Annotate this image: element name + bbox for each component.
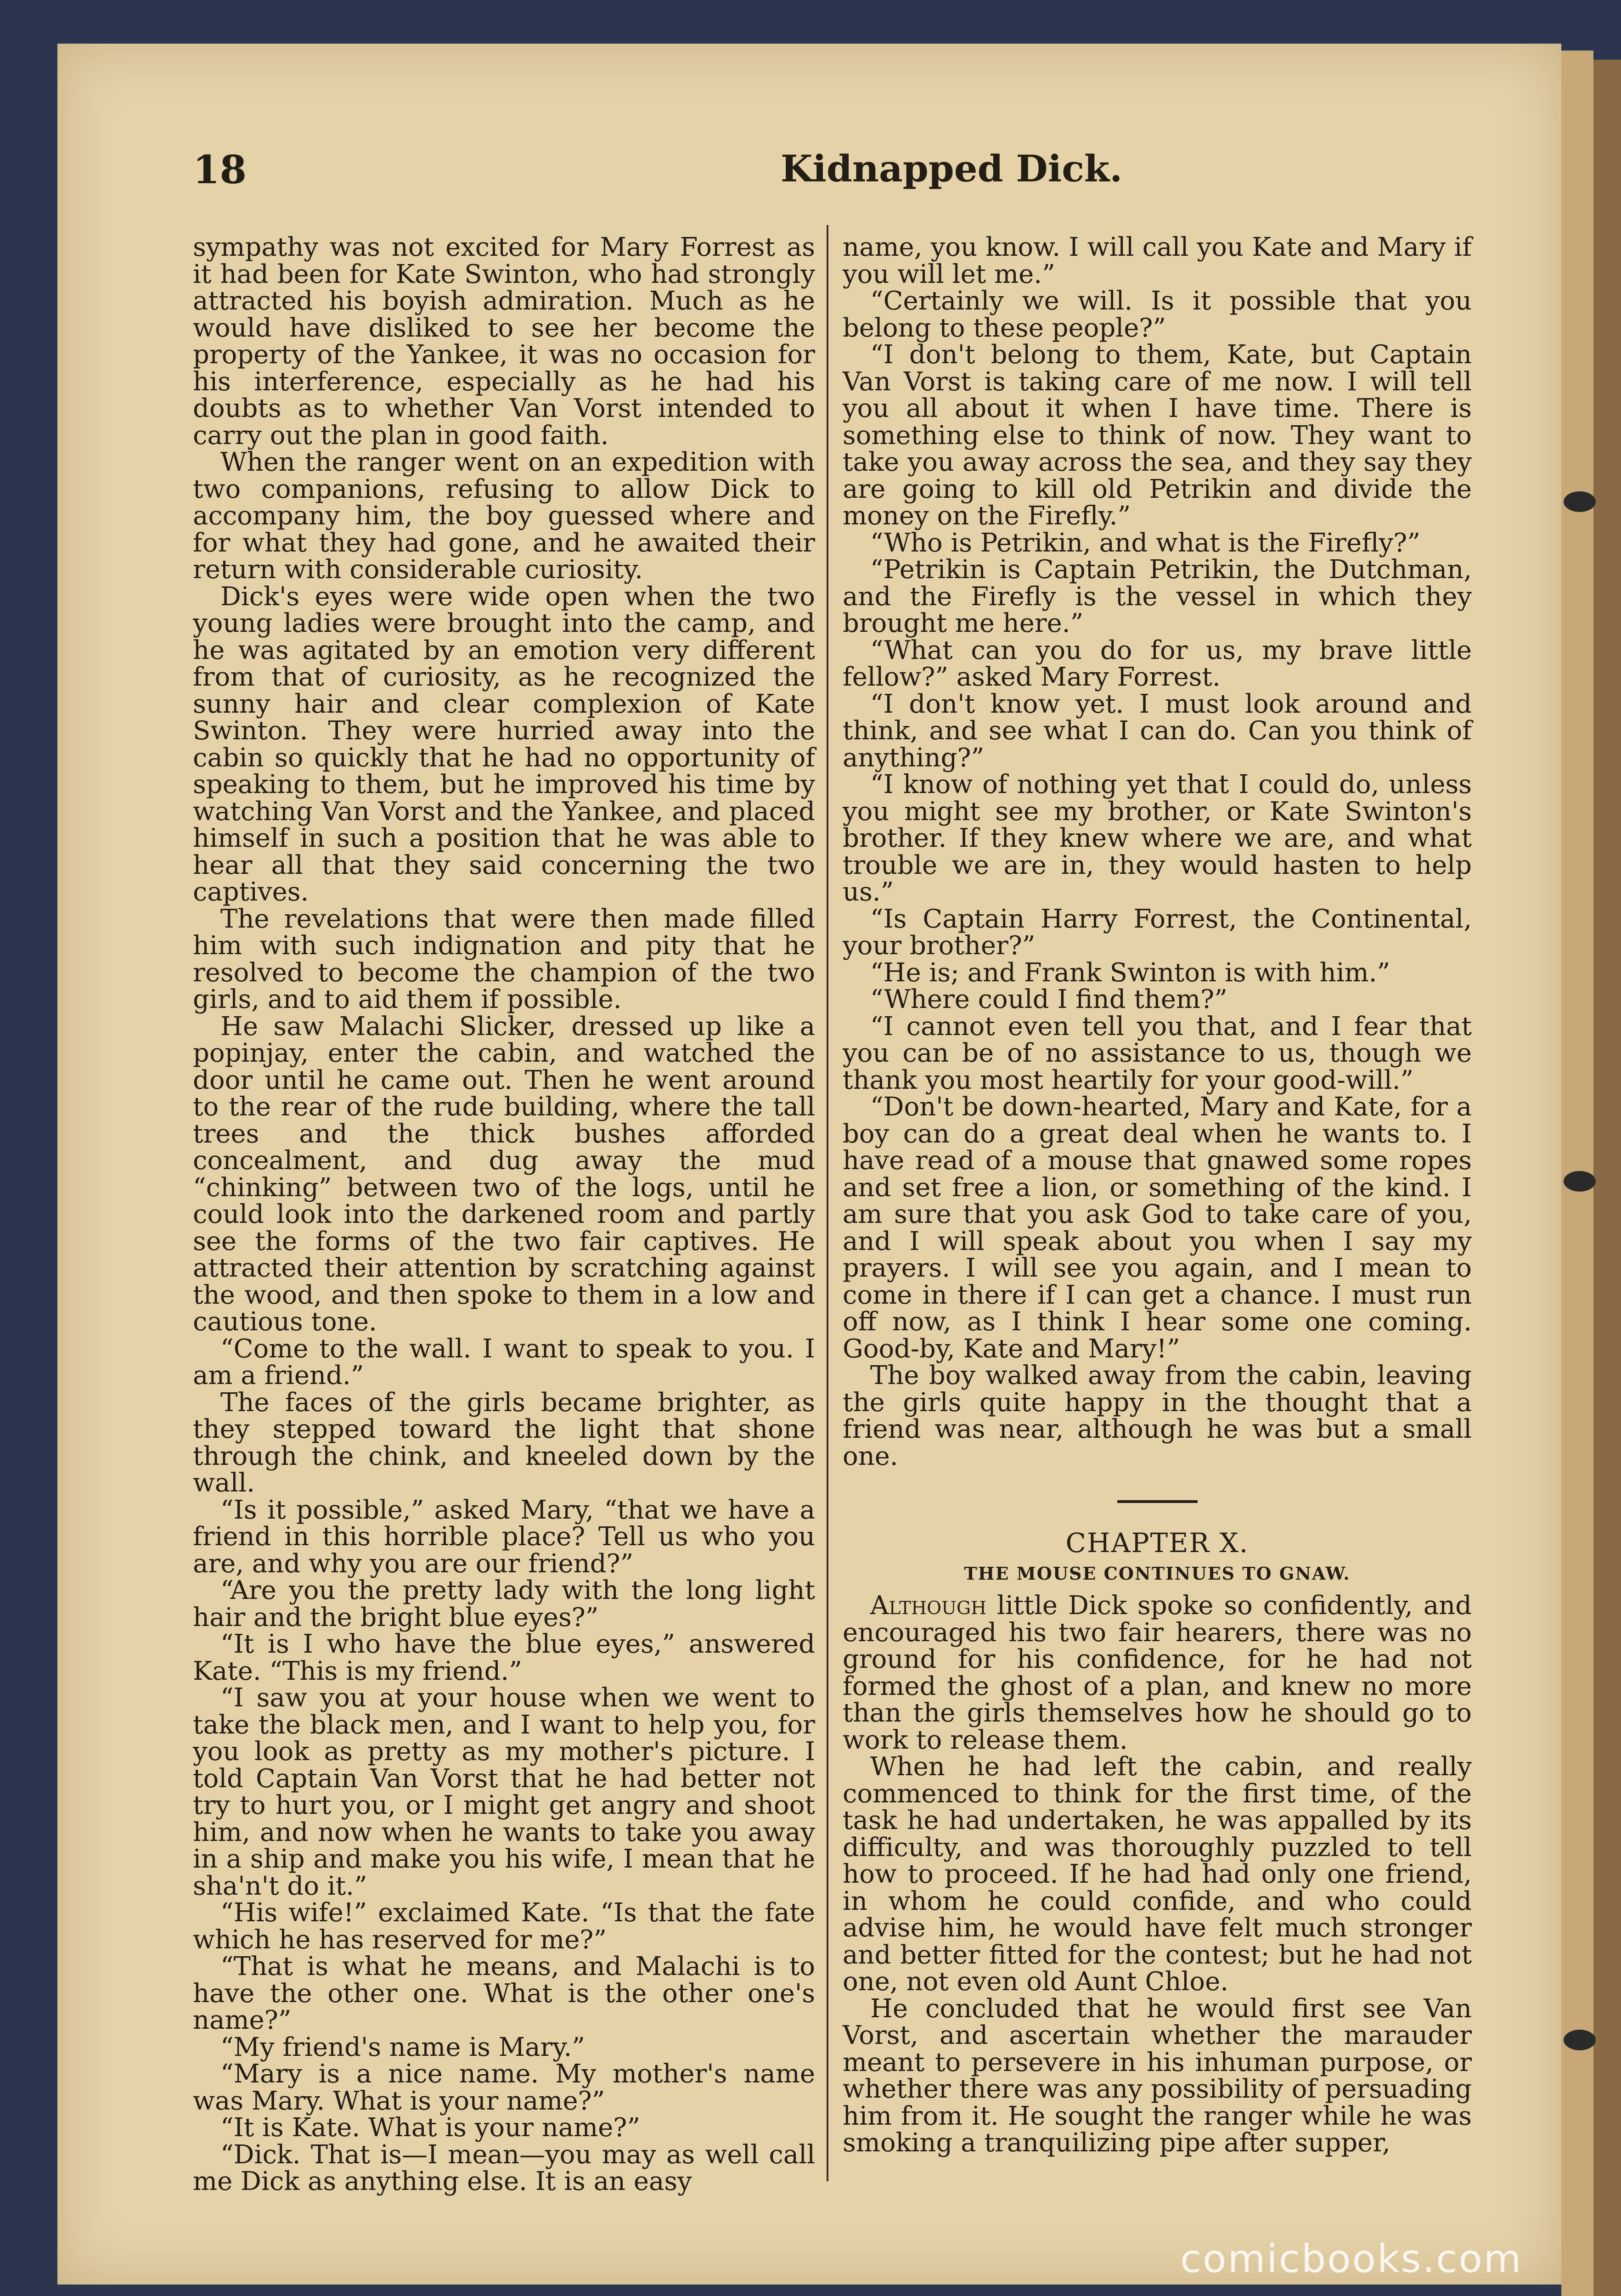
chapter-lead-text: little Dick spoke so confidently, and encouraged his two fair hearers, there was no ground for his confidence, for he had not formed the ghost of a plan, and knew no more than the girls themselves how he should go to work to release them. bbox=[843, 1591, 1472, 1755]
right-column-upper bbox=[843, 234, 1472, 1470]
watermark: comicbooks.com bbox=[1180, 2236, 1523, 2281]
paragraph: He saw Malachi Slicker, dressed up like a popinjay, enter the cabin, and watched the door until he came out. Then he went around to the rear of the rude building, where the tall trees and the thick bushes afforded concealment, and dug away the mud “chinking” between two of the logs, until he could look into the darkened room and partly see the forms of the two fair captives. He attracted their attention by scratching against the wood, and then spoke to them in a low and cautious tone. bbox=[193, 1011, 815, 1337]
chapter-subtitle: THE MOUSE CONTINUES TO GNAW. bbox=[964, 1563, 1351, 1584]
running-title: Kidnapped Dick. bbox=[781, 147, 1123, 190]
paragraph: “It is Kate. What is your name?” bbox=[220, 2113, 641, 2143]
paragraph: name, you know. I will call you Kate and Mary if you will let me.” bbox=[843, 232, 1472, 289]
paragraph: “Come to the wall. I want to speak to you. I am a friend.” bbox=[193, 1334, 815, 1390]
paragraph: sympathy was not excited for Mary Forrest as it had been for Kate Swinton, who had strongly attracted his boyish admiration. Much as he would have disliked to see her become the property of the Yankee, it was no occasion for his interference, especially as he had his doubts as to whether Van Vorst intended to carry out the plan in good faith. bbox=[193, 232, 815, 450]
paragraph: “Who is Petrikin, and what is the Firefly?” bbox=[870, 528, 1420, 558]
right-column-lower bbox=[843, 1754, 1472, 2157]
right-column bbox=[843, 234, 1472, 2157]
paragraph: “Don't be down-hearted, Mary and Kate, for a boy can do a great deal when he wants to. I have read of a mouse that gnawed some ropes and set free a lion, or something of the kind. I am sure that you ask God to take care of you, and I will speak about you when I say my prayers. I will see you again, and I mean to come in there if I can get a chance. I must run off now, as I think I hear some one coming. Good-by, Kate and Mary!” bbox=[843, 1092, 1472, 1364]
paragraph: “I don't belong to them, Kate, but Captain Van Vorst is taking care of me now. I will tell you all about it when I have time. There is something else to think of now. They want to take you away across the sea, and they say they are going to kill old Petrikin and divide the money on the Firefly.” bbox=[843, 340, 1472, 531]
paragraph: “It is I who have the blue eyes,” answered Kate. “This is my friend.” bbox=[193, 1629, 815, 1686]
column-divider bbox=[827, 225, 828, 2181]
chapter-lead-word: Although bbox=[870, 1591, 987, 1621]
paragraph: When he had left the cabin, and really commenced to think for the first time, of the task he had undertaken, he was appalled by its difficulty, and was thoroughly puzzled to tell how to proceed. If he had had only one friend, in whom he could confide, and who could advise him, he would have felt much stronger and better fitted for the contest; but he had not one, not even old Aunt Chloe. bbox=[843, 1752, 1472, 1997]
paragraph: “I saw you at your house when we went to take the black men, and I want to help you, for you look as pretty as my mother's picture. I told Captain Van Vorst that he had better not try to hurt you, or I might get angry and shoot him, and now when he wants to take you away in a ship and make you his wife, I mean that he sha'n't do it.” bbox=[193, 1683, 815, 1901]
chapter-opening-paragraph bbox=[843, 1593, 1472, 1754]
chapter-title: CHAPTER X. bbox=[1065, 1527, 1249, 1559]
paragraph: “Dick. That is—I mean—you may as well call me Dick as anything else. It is an easy bbox=[193, 2139, 815, 2196]
paragraph: When the ranger went on an expedition with two companions, refusing to allow Dick to accompany him, the boy guessed where and for what they had gone, and he awaited their return with considerable curiosity. bbox=[193, 447, 815, 585]
paragraph: “That is what he means, and Malachi is to have the other one. What is the other one's name?” bbox=[193, 1952, 815, 2035]
paragraph: Dick's eyes were wide open when the two young ladies were brought into the camp, and he was agitated by an emotion very different from that of curiosity, as he recognized the sunny hair and clear complexion of Kate Swinton. They were hurried away into the cabin so quickly that he had no opportunity of speaking to them, but he improved his time by watching Van Vorst and the Yankee, and placed himself in such a position that he was able to hear all that they said concerning the two captives. bbox=[193, 581, 815, 907]
section-separator bbox=[1117, 1500, 1198, 1503]
page-number: 18 bbox=[193, 147, 247, 192]
binding-staple bbox=[1564, 1171, 1596, 1192]
paragraph: “Petrikin is Captain Petrikin, the Dutchman, and the Firefly is the vessel in which they brought me here.” bbox=[843, 555, 1472, 638]
paragraph: “Certainly we will. Is it possible that you belong to these people?” bbox=[843, 286, 1472, 343]
paragraph: “What can you do for us, my brave little fellow?” asked Mary Forrest. bbox=[843, 635, 1472, 692]
paragraph: “I cannot even tell you that, and I fear that you can be of no assistance to us, though we thank you most heartily for your good-will.” bbox=[843, 1011, 1472, 1095]
paragraph: “My friend's name is Mary.” bbox=[220, 2032, 585, 2062]
paragraph: “I don't know yet. I must look around and think, and see what I can do. Can you think of anything?” bbox=[843, 689, 1472, 773]
page-header bbox=[193, 147, 1474, 202]
binding-edge bbox=[1593, 60, 1621, 2296]
binding-staple bbox=[1564, 2030, 1596, 2050]
left-column bbox=[193, 234, 815, 2195]
paragraph: “Where could I find them?” bbox=[870, 985, 1227, 1014]
paragraph: The boy walked away from the cabin, leaving the girls quite happy in the thought that a friend was near, although he was but a small one. bbox=[843, 1361, 1472, 1471]
paragraph: The faces of the girls became brighter, as they stepped toward the light that shone through the chink, and kneeled down by the wall. bbox=[193, 1387, 815, 1498]
binding-staple bbox=[1564, 491, 1596, 512]
paragraph: “Is it possible,” asked Mary, “that we have a friend in this horrible place? Tell us who you are, and why you are our friend?” bbox=[193, 1495, 815, 1579]
paragraph: “He is; and Frank Swinton is with him.” bbox=[870, 957, 1390, 988]
paragraph: “Mary is a nice name. My mother's name was Mary. What is your name?” bbox=[193, 2059, 815, 2116]
paragraph: “I know of nothing yet that I could do, unless you might see my brother, or Kate Swinton's brother. If they knew where we are, and what trouble we are in, they would hasten to help us.” bbox=[843, 770, 1472, 907]
paragraph: He concluded that he would first see Van Vorst, and ascertain whether the marauder meant to persevere in his inhuman purpose, or whether there was any possibility of persuading him from it. He sought the ranger while he was smoking a tranquilizing pipe after supper, bbox=[843, 1993, 1472, 2158]
paragraph: The revelations that were then made filled him with such indignation and pity that he resolved to become the champion of the two girls, and to aid them if possible. bbox=[193, 904, 815, 1014]
paragraph: “His wife!” exclaimed Kate. “Is that the fate which he has reserved for me?” bbox=[193, 1898, 815, 1955]
paragraph: “Are you the pretty lady with the long light hair and the bright blue eyes?” bbox=[193, 1576, 815, 1632]
paragraph: “Is Captain Harry Forrest, the Continental, your brother?” bbox=[843, 904, 1472, 961]
